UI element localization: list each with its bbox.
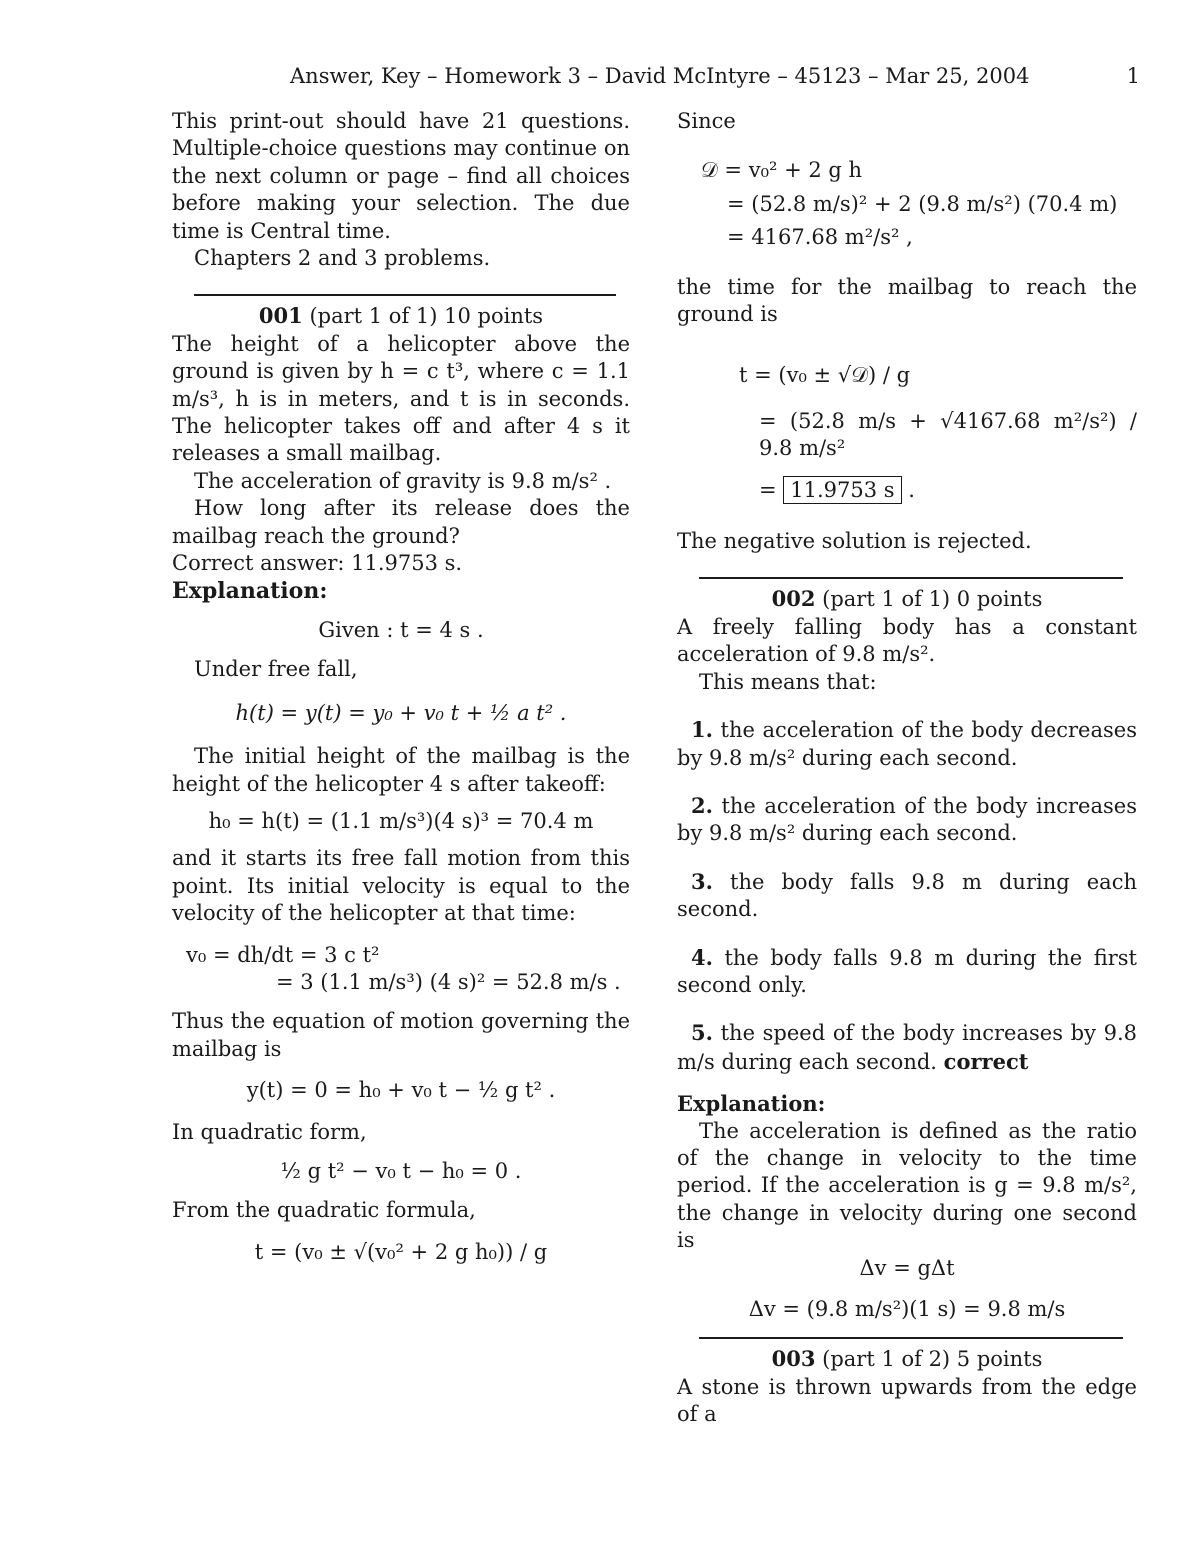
- equation-t2-line1: t = (v₀ ± √𝒟) / g: [739, 363, 911, 388]
- question-3-heading: [677, 1345, 1137, 1373]
- question-2-stem: A freely falling body has a constant acceleration of 9.8 m/s².: [677, 614, 1137, 667]
- quadratic-formula-text: From the quadratic formula,: [172, 1198, 476, 1223]
- equation-quadratic: ½ g t² − v₀ t − h₀ = 0 .: [280, 1159, 522, 1183]
- question-3-number: 003: [771, 1346, 816, 1372]
- equation-v0-line2: = 3 (1.1 m/s³) (4 s)² = 52.8 m/s .: [276, 969, 621, 994]
- question-1-question: How long after its release does the mailbag reach the ground?: [172, 496, 630, 548]
- question-1-gravity: The acceleration of gravity is 9.8 m/s² .: [194, 468, 612, 493]
- choice-text: the acceleration of the body increases by 9.8 m/s² during each second.: [677, 793, 1137, 846]
- choice-number: 5.: [691, 1020, 713, 1046]
- choice-number: 1.: [691, 717, 713, 743]
- question-1-number: 001: [258, 303, 303, 329]
- question-2-number: 002: [771, 586, 816, 612]
- choice-text: the acceleration of the body decreases by 9.8 m/s² during each second.: [677, 718, 1137, 770]
- equation-h0: h₀ = h(t) = (1.1 m/s³)(4 s)³ = 70.4 m: [208, 808, 594, 833]
- equation-d-line3: = 4167.68 m²/s² ,: [727, 225, 913, 250]
- left-column: [172, 108, 630, 1266]
- equation-t2-result-line: = 11.9753 s .: [759, 477, 915, 502]
- question-2-means: This means that:: [699, 669, 877, 694]
- question-3-meta: (part 1 of 2) 5 points: [822, 1347, 1043, 1372]
- choice-text: the body falls 9.8 m during each second.: [677, 869, 1137, 922]
- equation-given: Given : t = 4 s .: [318, 617, 484, 642]
- question-2-explanation: The acceleration is defined as the ratio of the change in velocity to the time period. If the acceleration is g = 9.8 m/s², the change in velocity during one second is: [677, 1118, 1137, 1253]
- choice-number: 3.: [691, 868, 713, 894]
- equation-t: t = (v₀ ± √(v₀² + 2 g h₀)) / g: [254, 1239, 548, 1264]
- right-column: [677, 108, 1137, 1429]
- page-header: [290, 64, 1140, 88]
- header-title: Answer, Key – Homework 3 – David McIntyre – 45123 – Mar 25, 2004: [290, 64, 1030, 88]
- answer-choice[interactable]: [677, 716, 1137, 772]
- since-text: Since: [677, 109, 736, 133]
- answer-choice[interactable]: [677, 792, 1137, 848]
- equation-d-line1: 𝒟 = v₀² + 2 g h: [701, 158, 863, 183]
- chapters-text: Chapters 2 and 3 problems.: [194, 246, 491, 271]
- answer-choice[interactable]: [677, 868, 1137, 924]
- equation-delta-v-value: Δv = (9.8 m/s²)(1 s) = 9.8 m/s: [748, 1297, 1066, 1321]
- equation-motion: h(t) = y(t) = y₀ + v₀ t + ½ a t² .: [235, 700, 567, 725]
- page-number: 1: [1126, 64, 1140, 88]
- answer-choice[interactable]: [677, 1019, 1137, 1076]
- question-2-meta: (part 1 of 1) 0 points: [822, 587, 1043, 612]
- intro-text: This print-out should have 21 questions. Multiple-choice questions may continue on the next column or page – find all choices before making your selection. The due time is Central time.: [172, 109, 630, 243]
- correct-marker: correct: [943, 1048, 1029, 1074]
- choice-text: the speed of the body increases by 9.8 m/s during each second.: [677, 1021, 1137, 1074]
- quadratic-text: In quadratic form,: [172, 1119, 367, 1144]
- time-text: the time for the mailbag to reach the ground is: [677, 274, 1137, 327]
- question-2-heading: [677, 585, 1137, 613]
- under-free-fall-text: Under free fall,: [194, 657, 358, 682]
- choice-text: the body falls 9.8 m during the first second only.: [677, 945, 1137, 997]
- answer-choice[interactable]: [677, 944, 1137, 1000]
- free-fall-text: and it starts its free fall motion from this point. Its initial velocity is equal to the velocity of the helicopter at that time:: [172, 846, 630, 926]
- question-1-stem: The height of a helicopter above the ground is given by h = c t³, where c = 1.1 m/s³, h is in meters, and t is in seconds. The helicopter takes off and after 4 s it releases a small mailbag.: [172, 331, 630, 466]
- question-2-choices: [677, 696, 1137, 1076]
- question-1-correct-answer: Correct answer: 11.9753 s.: [172, 551, 463, 576]
- initial-height-text: The initial height of the mailbag is the height of the helicopter 4 s after takeoff:: [172, 744, 630, 796]
- equation-t2-line2: = (52.8 m/s + √4167.68 m²/s²) / 9.8 m/s²: [759, 408, 1137, 461]
- equation-y: y(t) = 0 = h₀ + v₀ t − ½ g t² .: [246, 1078, 556, 1103]
- equation-v0-line1: v₀ = dh/dt = 3 c t²: [186, 942, 380, 967]
- choice-number: 2.: [691, 792, 713, 818]
- equation-d-line2: = (52.8 m/s)² + 2 (9.8 m/s²) (70.4 m): [727, 191, 1118, 216]
- boxed-answer: 11.9753 s: [783, 476, 901, 504]
- question-1-meta: (part 1 of 1) 10 points: [309, 304, 544, 329]
- choice-number: 4.: [691, 944, 713, 970]
- equation-delta-v: Δv = gΔt: [859, 1255, 955, 1280]
- explanation-label: Explanation:: [172, 577, 328, 604]
- question-1-heading: [172, 302, 630, 330]
- thus-text: Thus the equation of motion governing the mailbag is: [172, 1009, 630, 1061]
- question-3-stem: A stone is thrown upwards from the edge of a: [677, 1374, 1137, 1427]
- explanation-label: Explanation:: [677, 1091, 826, 1117]
- rejected-text: The negative solution is rejected.: [677, 529, 1032, 554]
